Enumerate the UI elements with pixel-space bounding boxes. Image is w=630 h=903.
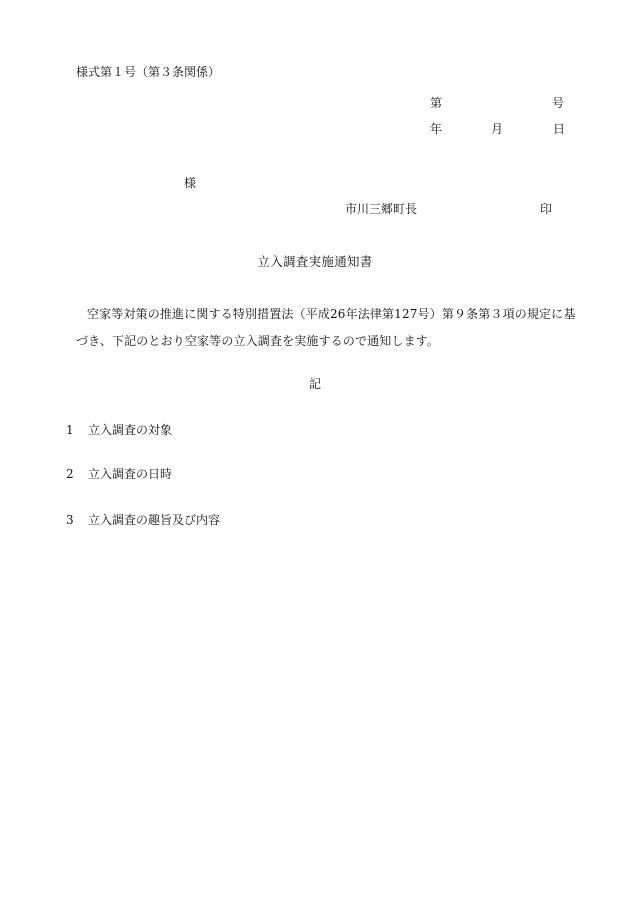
document-title: 立入調査実施通知書	[257, 254, 373, 269]
item-label: 立入調査の対象	[88, 423, 173, 437]
sender-title: 市川三郷町長	[345, 202, 418, 216]
item-number: 2	[66, 467, 74, 481]
date-year-label: 年	[430, 122, 443, 136]
seal-mark: 印	[540, 202, 553, 216]
body-text-line-2: づき、下記のとおり空家等の立入調査を実施するので通知します。	[76, 334, 440, 348]
date-month-label: 月	[491, 122, 504, 136]
addressee-honorific: 様	[184, 176, 197, 190]
item-number: 3	[66, 513, 74, 527]
ki-heading: 記	[308, 377, 321, 391]
body-text-line-1: 空家等対策の推進に関する特別措置法（平成26年法律第127号）第９条第３項の規定に基	[87, 307, 576, 321]
item-number: 1	[66, 423, 74, 437]
date-day-label: 日	[553, 122, 566, 136]
document-number-suffix: 号	[552, 96, 565, 110]
document-number-prefix: 第	[430, 96, 443, 110]
item-label: 立入調査の日時	[88, 467, 173, 481]
form-number-label: 様式第１号（第３条関係）	[76, 65, 221, 79]
item-label: 立入調査の趣旨及び内容	[88, 513, 221, 527]
